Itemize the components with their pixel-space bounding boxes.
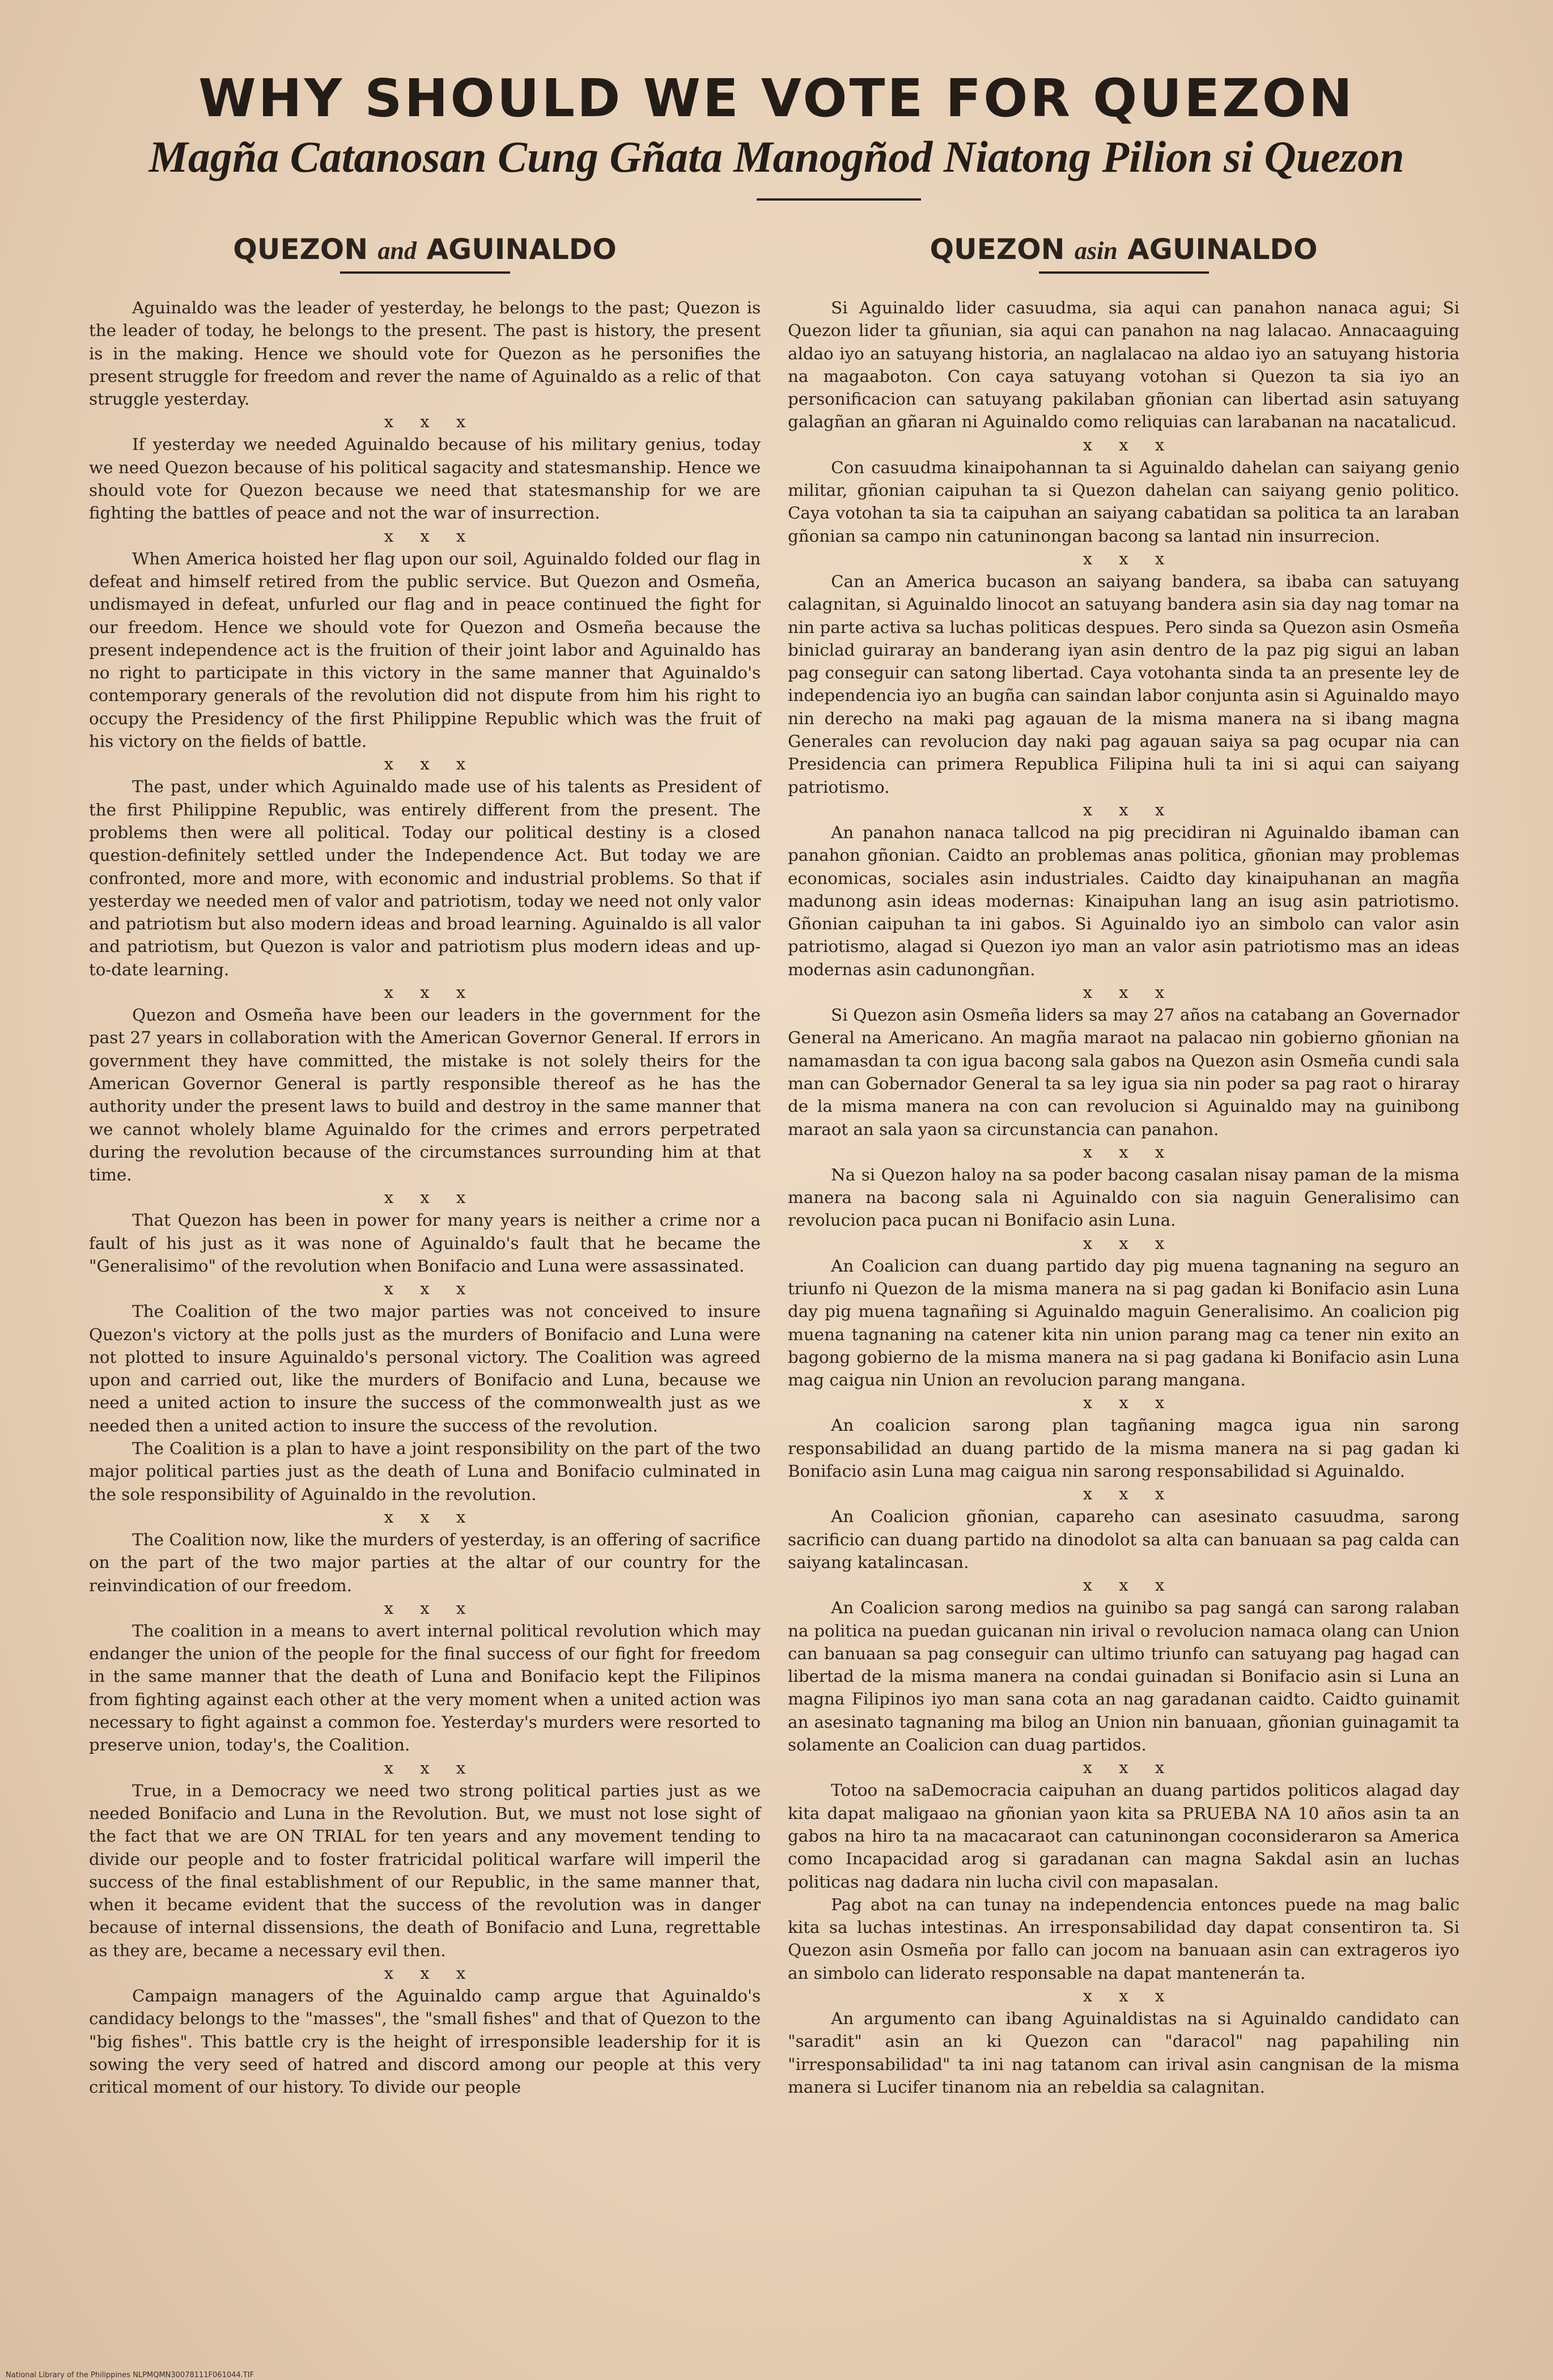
section-separator: x x x [384,526,466,546]
bikol-column [788,232,1459,2098]
paragraph: The Coalition now, like the murders of yesterday, is an offering of sacrifice on the part of the two major parties at the altar of our country for the reinvindication of our freedom. [89,1529,761,1595]
paragraph: True, in a Democracy we need two strong political parties just as we needed Bonifacio and Luna in the Revolution. But, we must not lose sight of the fact that we are ON TRIAL for ten years and any movement tending to divide our people and to foster fratricidal political warfare will imperil the success of the final establishment of our Republic, in the same manner that, when it became evident that the success of the revolution was in danger because of internal dissensions, the death of Bonifacio and Luna, regrettable as they are, became a necessary evil then. [89,1780,761,1960]
paragraph: Si Quezon asin Osmeña liders sa may 27 años na catabang an Governador General na Americano. An magña maraot na palacao nin gobierno gñonian na namamasdan ta con igua bacong sala gabos na Quezon asin Osmeña cundi sala man can Gobernador General ta sa ley igua sia nin poder sa pag raot o hiraray de la misma manera na con can revolucion si Aguinaldo may na guinibong maraot an sala yaon sa circunstancia can panahon. [788,1005,1459,1139]
heading-underline [1039,271,1209,274]
paragraph: The Coalition is a plan to have a joint responsibility on the part of the two major political parties just as the death of Luna and Bonifacio culminated in the sole responsibility of Aguinaldo in the revolution. [89,1439,761,1504]
bikol-column-heading [788,232,1459,268]
paragraph: When America hoisted her flag upon our soil, Aguinaldo folded our flag in defeat and himself retired from the public service. But Quezon and Osmeña, undismayed in defeat, unfurled our flag and in peace continued the fight for our freedom. Hence we should vote for Quezon and Osmeña because the present independence act is the fruition of their joint labor and Aguinaldo has no right to participate in this victory in the same manner that Aguinaldo's contemporary generals of the revolution did not dispute from him his right to occupy the Presidency of the first Philippine Republic which was the fruit of his victory on the fields of battle. [89,549,761,751]
page-title: WHY SHOULD WE VOTE FOR QUEZON [198,68,1355,129]
paragraph: Totoo na saDemocracia caipuhan an duang partidos politicos alagad day kita dapat maligaao na gñonian yaon kita sa PRUEBA NA 10 años asin ta an gabos na hiro ta na macacaraot can catuninongan coconsideraron sa America como Incapacidad arog si garadanan can magna Sakdal asin an luchas politicas nag dadara nin lucha civil con mapasalan. [788,1780,1459,1892]
section-separator: x x x [384,754,466,774]
heading-name-b: AGUINALDO [1127,233,1318,266]
section-separator: x x x [384,412,466,432]
paragraph: The past, under which Aguinaldo made use of his talents as President of the first Philippine Republic, was entirely different from the present. The problems then were all political. Today our political destiny is a closed question-definitely settled under the Independence Act. But today we are confronted, more and more, with economic and industrial problems. So that if yesterday we needed men of valor and patriotism, today we need not only valor and patriotism but also modern ideas and broad learning. Aguinaldo is all valor and patriotism, but Quezon is valor and patriotism plus modern ideas and up-to-date learning. [89,777,761,979]
archive-credit: National Library of the Philippines NLPMQMN30078111F061044.TIF [6,2371,254,2379]
english-column [89,232,761,2098]
paragraph: Campaign managers of the Aguinaldo camp argue that Aguinaldo's candidacy belongs to the "masses", the "small fishes" and that of Quezon to the "big fishes". This battle cry is the height of irresponsible leadership for it is sowing the very seed of hatred and discord among our people at this very critical moment of our history. To divide our people [89,1986,761,2097]
section-separator: x x x [1083,435,1165,454]
section-separator: x x x [1083,1142,1165,1162]
section-separator: x x x [1083,1758,1165,1778]
section-separator: x x x [1083,1575,1165,1595]
heading-name-b: AGUINALDO [426,233,617,266]
section-separator: x x x [1083,800,1165,819]
section-separator: x x x [384,1188,466,1208]
paragraph: The Coalition of the two major parties was not conceived to insure Quezon's victory at the polls just as the murders of Bonifacio and Luna were not plotted to insure Aguinaldo's personal victory. The Coalition was agreed upon and carried out, like the murders of Bonifacio and Luna, because we need a united action to insure the success of the commonwealth just as we needed then a united action to insure the success of the revolution. [89,1302,761,1435]
heading-conjunction: asin [1074,237,1118,265]
paragraph: Na si Quezon haloy na sa poder bacong casalan nisay paman de la misma manera na bacong sala ni Aguinaldo con sia naguin Generalisimo can revolucion paca pucan ni Bonifacio asin Luna. [788,1164,1459,1230]
section-separator: x x x [384,1279,466,1299]
heading-name-a: QUEZON [930,233,1065,266]
heading-underline [340,271,510,274]
paragraph: An Coalicion sarong medios na guinibo sa pag sangá can sarong ralaban na politica na puedan guicanan nin irival o revolucion namaca olang can Union can banuaan sa pag conseguir can ultimo triunfo can satuyang pag hagad can libertad de la misma manera na condai guinadan si Bonifacio asin si Luna an magna Filipinos iyo man sana cota an nag garadanan caidto. Caidto guinamit an asesinato tagnaning ma bilog an Union nin banuaan, gñonian guinagamit ta solamente an Coalicion can duag partidos. [788,1598,1459,1755]
paragraph: An Coalicion can duang partido day pig muena tagnaning na seguro an triunfo ni Quezon de la misma manera na si pag gadan ki Bonifacio asin Luna day pig muena tagnañing si Aguinaldo maguin Generalisimo. An coalicion pig muena tagnaning na catener kita nin union parang mag ca tener nin exito an bagong gobierno de la misma manera na si pag gadana ki Bonifacio asin Luna mag caigua nin Union an revolucion parang mangana. [788,1256,1459,1390]
paragraph: The coalition in a means to avert internal political revolution which may endanger the union of the people for the final success of our fight for freedom in the same manner that the death of Luna and Bonifacio kept the Filipinos from fighting against each other at the very moment when a united action was necessary to fight against a common foe. Yesterday's murders were resorted to preserve union, today's, the Coalition. [89,1621,761,1755]
heading-name-a: QUEZON [233,233,368,266]
section-separator: x x x [384,1507,466,1527]
paragraph: Aguinaldo was the leader of yesterday, he belongs to the past; Quezon is the leader of today, he belongs to the present. The past is history, the present is in the making. Hence we should vote for Quezon as he personifies the present struggle for freedom and rever the name of Aguinaldo as a relic of that struggle yesterday. [89,298,761,409]
paragraph: Si Aguinaldo lider casuudma, sia aqui can panahon nanaca agui; Si Quezon lider ta gñunian, sia aqui can panahon na nag lalacao. Annacaaguing aldao iyo an satuyang historia, an naglalacao na aldao iyo an satuyang historia na magaaboton. Con caya satuyang votohan si Quezon ta sia iyo an personificacion can satuyang pakilaban gñonian can libertad asin satuyang galagñan an gñaran ni Aguinaldo como reliquias can larabanan na nacatalicud. [788,298,1459,432]
paragraph: An Coalicion gñonian, capareho can asesinato casuudma, sarong sacrificio can duang partido na dinodolot sa alta can banuaan sa pag calda can saiyang katalincasan. [788,1507,1459,1572]
english-column-heading [89,232,761,268]
paragraph: Quezon and Osmeña have been our leaders in the government for the past 27 years in collaboration with the American Governor General. If errors in government they have committed, the mistake is not solely theirs for the American Governor General is partly responsible thereof as he has the authority under the present laws to build and destroy in the same manner that we cannot wholely blame Aguinaldo for the crimes and errors perpetrated during the revolution because of the circumstances surrounding him at that time. [89,1005,761,1185]
section-separator: x x x [1083,1986,1165,2005]
title-divider [757,198,921,201]
paragraph: Can an America bucason an saiyang bandera, sa ibaba can satuyang calagnitan, si Aguinaldo linocot an satuyang bandera asin sia day nag tomar na nin parte activa sa luchas politicas despues. Pero sinda sa Quezon asin Osmeña biniclad guiraray an banderang iyan asin dentro de la paz pig sigui an laban pag conseguir can satong libertad. Caya votohanta sinda ta an presente ley de independencia iyo an bugña can saindan labor conjunta asin si Aguinaldo mayo nin derecho na maki pag agauan de la misma manera na si ibang magna Generales can revolucion day naki pag agauan saiya sa pag ocupar nia can Presidencia can primera Republica Filipina huli ta ini si aqui can saiyang patriotismo. [788,571,1459,797]
section-separator: x x x [1083,549,1165,568]
section-separator: x x x [1083,983,1165,1002]
section-separator: x x x [1083,1484,1165,1504]
section-separator: x x x [384,983,466,1002]
paragraph: That Quezon has been in power for many years is neither a crime nor a fault of his just as it was none of Aguinaldo's fault that he became the "Generalisimo" of the revolution when Bonifacio and Luna were assassinated. [89,1210,761,1276]
page-subtitle: Magña Catanosan Cung Gñata Manogñod Niatong Pilion si Quezon [148,132,1405,181]
paragraph: Pag abot na can tunay na independencia entonces puede na mag balic kita sa luchas intestinas. An irresponsabilidad day dapat consentiron ta. Si Quezon asin Osmeña por fallo can jocom na banuaan asin can extrageros iyo an simbolo can liderato responsable na dapat mantenerán ta. [788,1894,1459,1983]
paragraph: Con casuudma kinaipohannan ta si Aguinaldo dahelan can saiyang genio militar, gñonian caipuhan ta si Quezon dahelan can saiyang genio politico. Caya votohan ta sia ta caipuhan an saiyang cabatidan sa politica ta an laraban gñonian sa campo nin catuninongan bacong sa lantad nin insurrecion. [788,457,1459,546]
section-separator: x x x [384,1758,466,1778]
paragraph: An coalicion sarong plan tagñaning magca igua nin sarong responsabilidad an duang partido de la misma manera na si pag gadan ki Bonifacio asin Luna mag caigua nin sarong responsabilidad si Aguinaldo. [788,1416,1459,1481]
heading-conjunction: and [377,237,417,265]
paragraph: An argumento can ibang Aguinaldistas na si Aguinaldo candidato can "saradit" asin an ki Quezon can "daracol" nag papahiling nin "irresponsabilidad" ta ini nag tatanom can irival asin cangnisan de la misma manera si Lucifer tinanom nia an rebeldia sa calagnitan. [788,2009,1459,2097]
section-separator: x x x [1083,1393,1165,1413]
section-separator: x x x [384,1964,466,1983]
section-separator: x x x [384,1598,466,1618]
paragraph: If yesterday we needed Aguinaldo because of his military genius, today we need Quezon because of his political sagacity and statesmanship. Hence we should vote for Quezon because we need that statesmanship for we are fighting the battles of peace and not the war of insurrection. [89,435,761,523]
section-separator: x x x [1083,1233,1165,1253]
paragraph: An panahon nanaca tallcod na pig precidiran ni Aguinaldo ibaman can panahon gñonian. Caidto an problemas anas politica, gñonian may problemas economicas, sociales asin industriales. Caidto day kinaipuhanan an magña madunong asin ideas modernas: Kinaipuhan lang an isug asin patriotismo. Gñonian caipuhan ta ini gabos. Si Aguinaldo iyo an simbolo can valor asin patriotismo, alagad si Quezon iyo man an valor asin patriotismo mas an ideas modernas asin cadunongñan. [788,822,1459,979]
